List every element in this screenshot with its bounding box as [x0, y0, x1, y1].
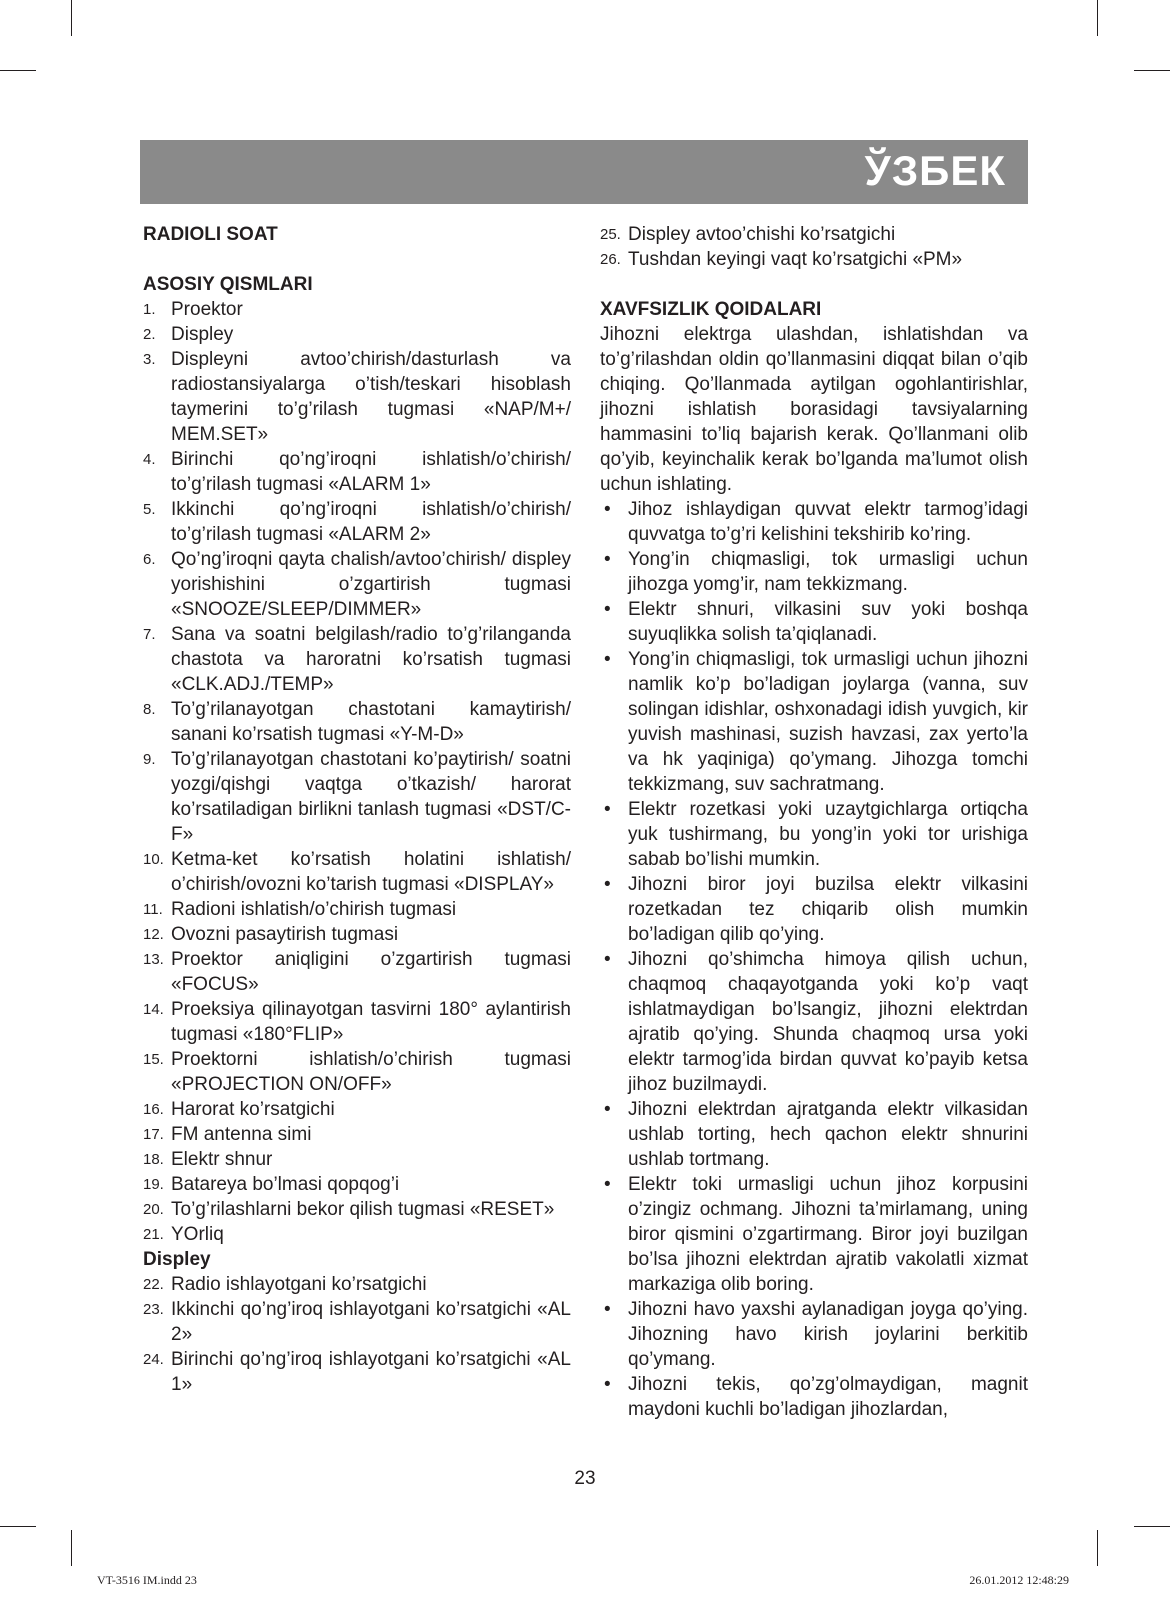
- crop-mark: [1134, 1526, 1170, 1527]
- bullet-item: • Jihozni tekis, qo’zg’olmaydigan, magnit maydoni kuchli bo’ladigan jihozlardan,: [600, 1372, 1028, 1422]
- footer-file-info: VT-3516 IM.indd 23: [97, 1573, 197, 1587]
- list-item: 7. Sana va soatni belgilash/radio to’g’rilanganda chastota va haroratni ko’rsatish tugmasi «CLK.ADJ./TEMP»: [143, 624, 571, 695]
- parts-list: [143, 297, 571, 1247]
- list-item: 9. To’g’rilanayotgan chastotani ko’paytirish/ soatni yozgi/qishgi vaqtga o’tkazish/ harorat ko’rsatiladigan birlikni tanlash tugmasi «DST/C-F»: [143, 749, 571, 845]
- safety-heading: XAVFSIZLIK QOIDALARI: [600, 299, 822, 320]
- crop-mark: [71, 1530, 72, 1566]
- list-item: 14. Proeksiya qilinayotgan tasvirni 180° aylantirish tugmasi «180°FLIP»: [143, 999, 571, 1045]
- list-item: 19. Batareya bo’lmasi qopqog’i: [143, 1174, 400, 1195]
- list-item: 4. Birinchi qo’ng’iroqni ishlatish/o’chirish/ to’g’rilash tugmasi «ALARM 1»: [143, 449, 571, 495]
- bullet-icon: •: [604, 549, 611, 570]
- crop-mark: [0, 1526, 36, 1527]
- bullet-item: • Jihozni elektrdan ajratganda elektr vilkasidan ushlab torting, hech qachon elektr shnurini ushlab tortmang.: [600, 1097, 1028, 1172]
- crop-mark: [1097, 0, 1098, 36]
- bullet-item: • Yong’in chiqmasligi, tok urmasligi uchun jihozni namlik ko’p bo’ladigan joylarga (vanna, suv solingan idishlar, oshxonadagi idish yuvgich, kir yuvish mashinasi, suzish havzasi, zax yerto’la va hk yaqiniga) qo’ymang. Jihozga tomchi tekkizmang, suv sachratmang.: [600, 647, 1028, 797]
- page-number: 23: [574, 1468, 596, 1489]
- list-item: 17. FM antenna simi: [143, 1124, 312, 1145]
- crop-mark: [0, 70, 36, 71]
- list-item: 22. Radio ishlayotgani ko’rsatgichi: [143, 1274, 427, 1295]
- list-item: 24. Birinchi qo’ng’iroq ishlayotgani ko’rsatgichi «AL 1»: [143, 1349, 571, 1395]
- crop-mark: [1097, 1530, 1098, 1566]
- list-item: 1. Proektor: [143, 299, 243, 320]
- list-item: 23. Ikkinchi qo’ng’iroq ishlayotgani ko’rsatgichi «AL 2»: [143, 1299, 571, 1345]
- document-title: RADIOLI SOAT: [143, 224, 278, 245]
- list-item: 26. Tushdan keyingi vaqt ko’rsatgichi «PM»: [600, 249, 963, 270]
- display-heading: Displey: [143, 1249, 211, 1270]
- parts-heading: ASOSIY QISMLARI: [143, 274, 313, 295]
- language-banner: [140, 140, 1028, 204]
- list-item: 16. Harorat ko’rsatgichi: [143, 1099, 335, 1120]
- safety-bullet-list: [600, 497, 1028, 1422]
- bullet-icon: •: [604, 874, 611, 895]
- list-item: 11. Radioni ishlatish/o’chirish tugmasi: [143, 899, 457, 920]
- list-item: 5. Ikkinchi qo’ng’iroqni ishlatish/o’chirish/ to’g’rilash tugmasi «ALARM 2»: [143, 499, 571, 545]
- safety-intro: Jihozni elektrga ulashdan, ishlatishdan va to’g’rilashdan oldin qo’llanmasini diqqat bilan o’qib chiqing. Qo’llanmada aytilgan ogohlantirishlar, jihozni ishlatish borasidagi tavsiyalarning hammasini to’liq bajarish kerak. Qo’llanmani olib qo’yib, keyinchalik kerak bo’lganda ma’lumot olish uchun ishlating.: [600, 324, 1028, 495]
- list-item: 6. Qo’ng’iroqni qayta chalish/avtoo’chirish/ displey yorishishini o’zgartirish tugmasi «SNOOZE/SLEEP/DIMMER»: [143, 549, 571, 620]
- list-item: 21. YOrliq: [143, 1224, 224, 1245]
- bullet-icon: •: [604, 949, 611, 970]
- bullet-item: • Jihozni biror joyi buzilsa elektr vilkasini rozetkadan tez chiqarib olish mumkin bo’ladigan qilib qo’ying.: [600, 872, 1028, 947]
- bullet-icon: •: [604, 499, 611, 520]
- bullet-item: • Yong’in chiqmasligi, tok urmasligi uchun jihozga yomg’ir, nam tekkizmang.: [600, 547, 1028, 597]
- bullet-icon: •: [604, 1374, 611, 1395]
- bullet-item: • Jihoz ishlaydigan quvvat elektr tarmog’idagi quvvatga to’g’ri kelishini tekshirib ko’ring.: [600, 497, 1028, 547]
- list-item: 12. Ovozni pasaytirish tugmasi: [143, 924, 399, 945]
- bullet-item: • Jihozni havo yaxshi aylanadigan joyga qo’ying. Jihozning havo kirish joylarini berkitib qo’ymang.: [600, 1297, 1028, 1372]
- list-item: 15. Proektorni ishlatish/o’chirish tugmasi «PROJECTION ON/OFF»: [143, 1049, 571, 1095]
- crop-mark: [1134, 70, 1170, 71]
- crop-mark: [71, 0, 72, 36]
- bullet-icon: •: [604, 1174, 611, 1195]
- bullet-icon: •: [604, 599, 611, 620]
- list-item: 8. To’g’rilanayotgan chastotani kamaytirish/ sanani ko’rsatish tugmasi «Y-M-D»: [143, 699, 571, 745]
- right-column: [600, 222, 1028, 1422]
- list-item: 13. Proektor aniqligini o’zgartirish tugmasi «FOCUS»: [143, 949, 571, 995]
- bullet-item: • Elektr rozetkasi yoki uzaytgichlarga ortiqcha yuk tushirmang, bu yong’in yoki tor urishiga sabab bo’lishi mumkin.: [600, 797, 1028, 872]
- bullet-item: • Elektr shnuri, vilkasini suv yoki boshqa suyuqlikka solish ta’qiqlanadi.: [600, 597, 1028, 647]
- left-column: [143, 222, 571, 1397]
- bullet-icon: •: [604, 649, 611, 670]
- list-item: 25. Displey avtoo’chishi ko’rsatgichi: [600, 224, 896, 245]
- list-item: 18. Elektr shnur: [143, 1149, 273, 1170]
- bullet-icon: •: [604, 1099, 611, 1120]
- list-item: 20. To’g’rilashlarni bekor qilish tugmasi «RESET»: [143, 1199, 555, 1220]
- bullet-item: • Jihozni qo’shimcha himoya qilish uchun, chaqmoq chaqayotganda yoki ko’p vaqt ishlatmaydigan bo’lsangiz, jihozni elektrdan ajratib qo’ying. Shunda chaqmoq ursa yoki elektr tarmog’ida birdan quvvat ko’payib ketsa jihoz buzilmaydi.: [600, 947, 1028, 1097]
- bullet-item: • Elektr toki urmasligi uchun jihoz korpusini o’zingiz ochmang. Jihozni ta’mirlamang, uning biror qismini o’zgartirmang. Biror joyi buzilgan bo’lsa jihozni elektrdan ajratib vakolatli xizmat markaziga olib boring.: [600, 1172, 1028, 1297]
- bullet-icon: •: [604, 799, 611, 820]
- list-item: 3. Displeyni avtoo’chirish/dasturlash va radiostansiyalarga o’tish/teskari hisoblash taymerini to’g’rilash tugmasi «NAP/M+/ MEM.SET»: [143, 349, 571, 445]
- footer-datetime: 26.01.2012 12:48:29: [969, 1573, 1069, 1587]
- language-title: ЎЗБЕК: [864, 147, 1006, 194]
- list-item: 2. Displey: [143, 324, 234, 345]
- display-list-continued: [600, 222, 1028, 272]
- bullet-icon: •: [604, 1299, 611, 1320]
- list-item: 10. Ketma-ket ko’rsatish holatini ishlatish/ o’chirish/ovozni ko’tarish tugmasi «DISPLAY»: [143, 849, 571, 895]
- display-list: [143, 1272, 571, 1397]
